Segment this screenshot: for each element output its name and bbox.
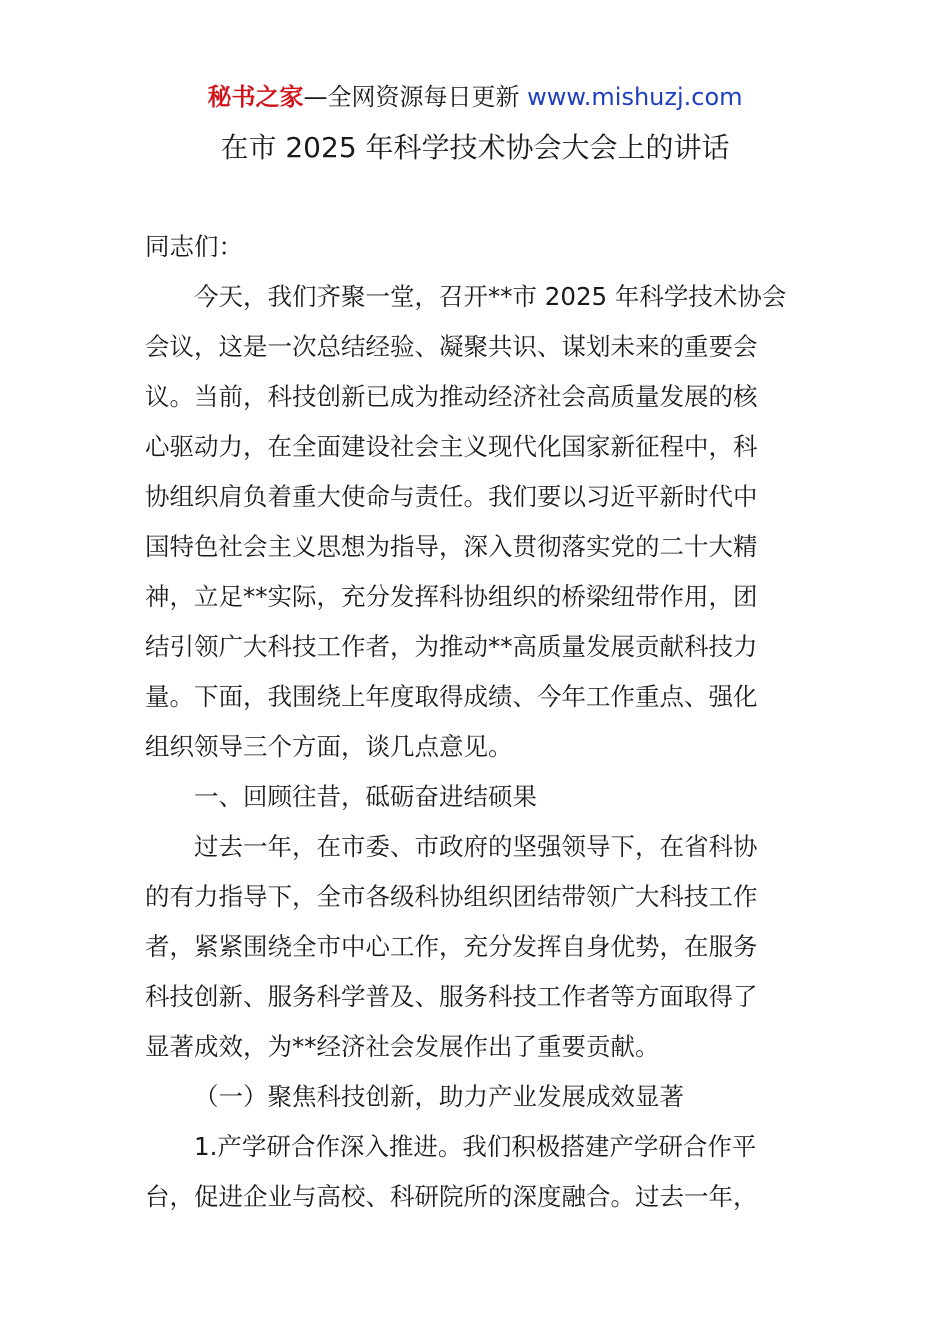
text-line: 组织领导三个方面，谈几点意见。 <box>145 732 513 761</box>
text-line: 协组织肩负着重大使命与责任。我们要以习近平新时代中 <box>145 482 758 511</box>
site-brand: 秘书之家 <box>207 83 304 111</box>
text-line: 一、回顾往昔，砥砺奋进结硕果 <box>194 782 537 811</box>
site-header <box>0 80 950 114</box>
text-line: （一）聚焦科技创新，助力产业发展成效显著 <box>194 1082 684 1111</box>
text-line: 同志们： <box>145 232 243 261</box>
document-body <box>145 222 807 1222</box>
text-line: 国特色社会主义思想为指导，深入贯彻落实党的二十大精 <box>145 532 758 561</box>
document-title: 在市 2025 年科学技术协会大会上的讲话 <box>220 131 730 164</box>
text-line: 议。当前，科技创新已成为推动经济社会高质量发展的核 <box>145 382 758 411</box>
text-line: 台，促进企业与高校、科研院所的深度融合。过去一年， <box>145 1182 758 1211</box>
text-line: 神，立足**实际，充分发挥科协组织的桥梁纽带作用，团 <box>145 582 758 611</box>
site-url-link[interactable]: www.mishuzj.com <box>527 83 743 111</box>
site-tagline: —全网资源每日更新 <box>303 83 528 111</box>
text-line: 1.产学研合作深入推进。我们积极搭建产学研合作平 <box>194 1132 757 1161</box>
text-line: 者，紧紧围绕全市中心工作，充分发挥自身优势，在服务 <box>145 932 758 961</box>
text-line: 的有力指导下，全市各级科协组织团结带领广大科技工作 <box>145 882 758 911</box>
text-line: 科技创新、服务科学普及、服务科技工作者等方面取得了 <box>145 982 758 1011</box>
text-line: 心驱动力，在全面建设社会主义现代化国家新征程中，科 <box>145 432 758 461</box>
text-line: 会议，这是一次总结经验、凝聚共识、谋划未来的重要会 <box>145 332 758 361</box>
text-line: 过去一年，在市委、市政府的坚强领导下，在省科协 <box>194 832 758 861</box>
text-line: 显著成效，为**经济社会发展作出了重要贡献。 <box>145 1032 660 1061</box>
text-line: 量。下面，我围绕上年度取得成绩、今年工作重点、强化 <box>145 682 758 711</box>
text-line: 今天，我们齐聚一堂，召开**市 2025 年科学技术协会 <box>194 282 787 311</box>
text-line: 结引领广大科技工作者，为推动**高质量发展贡献科技力 <box>145 632 758 661</box>
